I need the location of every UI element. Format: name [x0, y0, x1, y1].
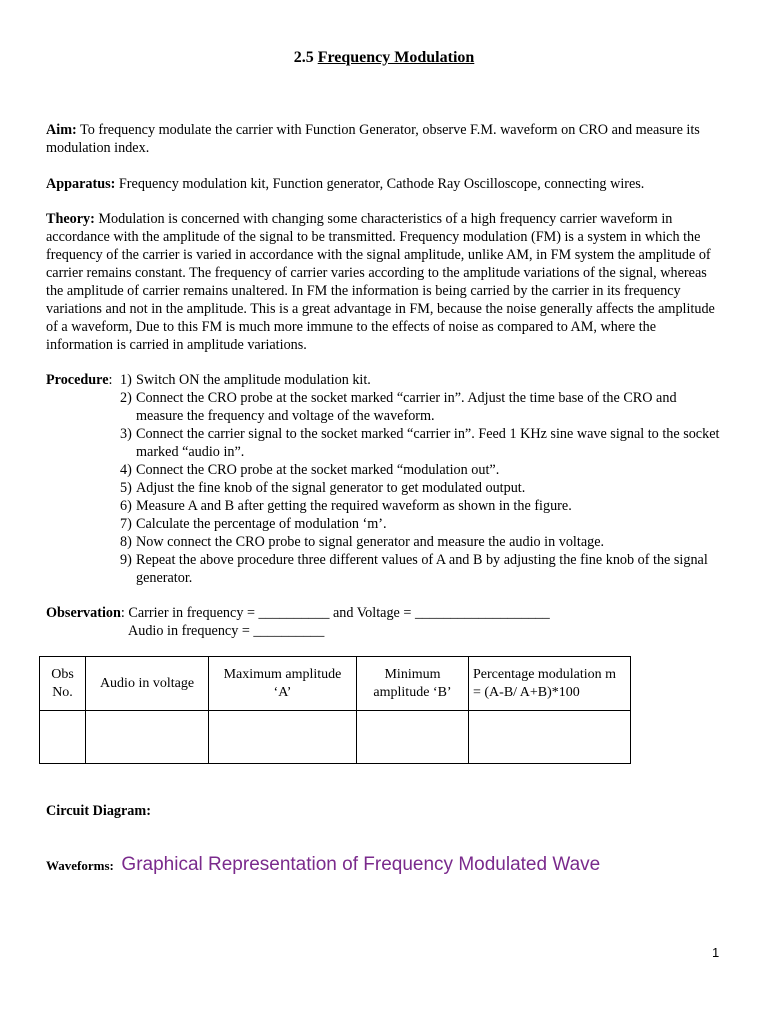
apparatus-paragraph — [46, 175, 722, 193]
table-cell — [469, 711, 631, 764]
waveforms-heading — [46, 856, 722, 875]
theory-label: Theory: — [46, 211, 95, 227]
table-cell — [209, 711, 357, 764]
theory-paragraph — [46, 210, 722, 354]
table-header: Percentage modulation m = (A-B/ A+B)*100 — [469, 657, 631, 711]
apparatus-label: Apparatus: — [46, 176, 116, 192]
waveforms-label: Waveforms: — [46, 858, 114, 873]
observation-line-1: Observation: Carrier in frequency = __________ and Voltage = ___________________ — [46, 605, 550, 621]
section-number: 2.5 — [293, 49, 314, 66]
procedure-list — [120, 371, 720, 587]
table-header: Audio in voltage — [86, 657, 209, 711]
section-title: Frequency Modulation — [317, 49, 475, 66]
procedure-label: Procedure — [46, 372, 109, 388]
aim-paragraph — [46, 121, 722, 157]
apparatus-text: Frequency modulation kit, Function generator, Cathode Ray Oscilloscope, connecting wires. — [118, 176, 645, 192]
table-header: Minimum amplitude ‘B’ — [357, 657, 469, 711]
procedure-step: 5) Adjust the fine knob of the signal generator to get modulated output. — [120, 480, 526, 496]
table-cell — [40, 711, 86, 764]
procedure-step: 8) Now connect the CRO probe to signal generator and measure the audio in voltage. — [120, 534, 605, 550]
procedure-step: 3) Connect the carrier signal to the socket marked “carrier in”. Feed 1 KHz sine wave signal to the socket marked “audio in”. — [120, 426, 720, 460]
table-cell — [86, 711, 209, 764]
procedure-heading: Procedure: — [46, 372, 113, 388]
procedure-step: 1) Switch ON the amplitude modulation kit. — [120, 372, 371, 388]
page-title — [0, 48, 768, 68]
table-header: Maximum amplitude ‘A’ — [209, 657, 357, 711]
theory-text: Modulation is concerned with changing some characteristics of a high frequency carrier waveform in accordance with the amplitude of the signal to be transmitted. Frequency modulation (FM) is a system in which the frequency of the carrier is varied in accordance with the signal amplitude, unlike AM, in FM system the amplitude of carrier remains constant. The frequency of carrier varies according to the amplitude variations of the signal, whereas the amplitude of carrier remains unaltered. In FM the information is being carried by the carrier in its frequency variations and not in the amplitude. This is a great advantage in FM, because the noise generally affects the amplitude of a waveform, Due to this FM is much more immune to the effects of noise as compared to AM, where the information is carried in amplitude variations. — [46, 211, 715, 353]
table-header: Obs No. — [40, 657, 86, 711]
procedure-step: 9) Repeat the above procedure three different values of A and B by adjusting the fine knob of the signal generator. — [120, 552, 708, 586]
aim-text: To frequency modulate the carrier with Function Generator, observe F.M. waveform on CRO and measure its modulation index. — [46, 122, 700, 156]
observation-audio: Audio in frequency = __________ — [128, 623, 325, 639]
observation-carrier: Carrier in frequency = __________ and Voltage = ___________________ — [128, 605, 550, 621]
observation-table — [39, 656, 631, 764]
table-row — [40, 711, 631, 764]
circuit-heading — [46, 802, 722, 820]
procedure-step: 6) Measure A and B after getting the required waveform as shown in the figure. — [120, 498, 572, 514]
page-number: 1 — [712, 945, 720, 960]
table-cell — [357, 711, 469, 764]
aim-label: Aim: — [46, 122, 77, 138]
table-header-row — [40, 657, 631, 711]
circuit-label: Circuit Diagram: — [46, 803, 151, 819]
procedure-step: 4) Connect the CRO probe at the socket marked “modulation out”. — [120, 462, 500, 478]
procedure-step: 2) Connect the CRO probe at the socket marked “carrier in”. Adjust the time base of the CRO and measure the frequency and voltage of the waveform. — [120, 390, 677, 424]
observation-line-2 — [128, 622, 768, 640]
observation-label: Observation — [46, 605, 121, 621]
procedure-step: 7) Calculate the percentage of modulation ‘m’. — [120, 516, 387, 532]
waveforms-title: Graphical Representation of Frequency Modulated Wave — [121, 854, 601, 875]
